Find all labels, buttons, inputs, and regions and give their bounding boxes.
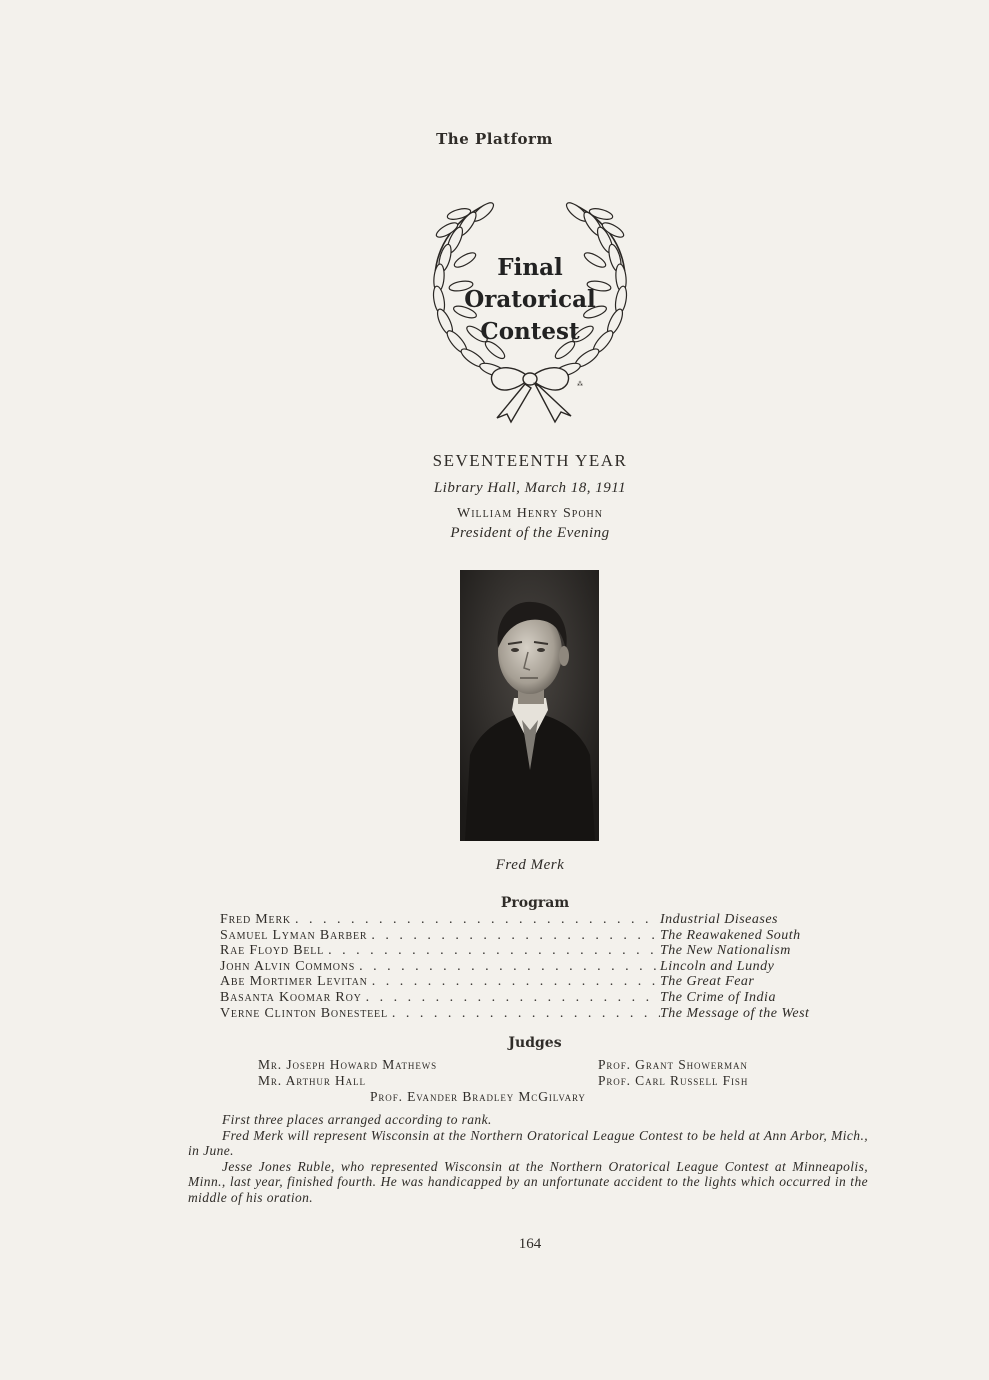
program-row [220,943,860,959]
speaker-name: Verne Clinton Bonesteel [220,1005,388,1021]
leader-dots [388,1006,660,1022]
speaker-name: Basanta Koomar Roy [220,989,362,1005]
judge-name: Prof. Carl Russell Fish [598,1073,749,1088]
oration-title: The Reawakened South [660,927,801,943]
contest-year: SEVENTEENTH YEAR [432,451,628,470]
leader-dots [291,912,660,928]
program-heading: Program [500,895,570,911]
program-row [220,1006,860,1022]
leader-dots [367,928,660,944]
speaker-name: Fred Merk [220,912,291,927]
program-row [220,928,860,944]
portrait-photo [460,570,599,841]
leader-dots [355,959,660,975]
note-paragraph: Fred Merk will represent Wisconsin at the Northern Oratorical League Contest to be held at Ann Arbor, Mich., in June. [188,1127,868,1159]
program-row [220,959,860,975]
program-list [220,912,860,1021]
speaker-name: John Alvin Commons [220,958,356,974]
notes [188,1112,868,1206]
venue-date: Library Hall, March 18, 1911 [433,480,627,496]
portrait-image [460,570,599,841]
president-name: William Henry Spohn [457,506,603,521]
judge-name: Mr. Joseph Howard Mathews [258,1057,438,1072]
oration-title: The New Nationalism [660,943,791,959]
emblem-line-oratorical: Oratorical [464,286,596,313]
oration-title: Industrial Diseases [660,912,778,927]
running-head: The Platform [436,130,553,148]
emblem-line-final: Final [497,254,563,281]
speaker-name: Rae Floyd Bell [220,943,325,959]
svg-text:⁂: ⁂ [577,381,583,388]
leader-dots [324,943,660,959]
oration-title: Lincoln and Lundy [660,958,775,974]
program-row [220,974,860,990]
program-row [220,912,860,928]
speaker-name: Samuel Lyman Barber [220,927,368,943]
speaker-name: Abe Mortimer Levitan [220,974,368,990]
leader-dots [362,990,660,1006]
emblem-line-contest: Contest [480,318,580,345]
program-row [220,990,860,1006]
judges-heading: Judges [508,1035,562,1051]
leader-dots [368,974,660,990]
note-paragraph: Jesse Jones Ruble, who represented Wisconsin at the Northern Oratorical League Contest at Minneapolis, Minn., last year, finished fourth. He was handicapped by an unfortunate accident to the lights which occurred in the middle of his oration. [188,1158,868,1205]
photo-caption: Fred Merk [495,857,565,873]
president-title: President of the Evening [450,525,610,541]
page-number: 164 [518,1236,542,1252]
oration-title: The Great Fear [660,974,755,990]
emblem-title [425,252,635,348]
judge-name: Prof. Evander Bradley McGilvary [370,1089,586,1104]
note-paragraph: First three places arranged according to rank. [222,1112,492,1127]
wreath-emblem [425,200,635,425]
oration-title: The Crime of India [660,989,776,1005]
oration-title: The Message of the West [660,1005,810,1021]
judge-name: Mr. Arthur Hall [258,1073,366,1088]
judge-name: Prof. Grant Showerman [598,1057,748,1072]
